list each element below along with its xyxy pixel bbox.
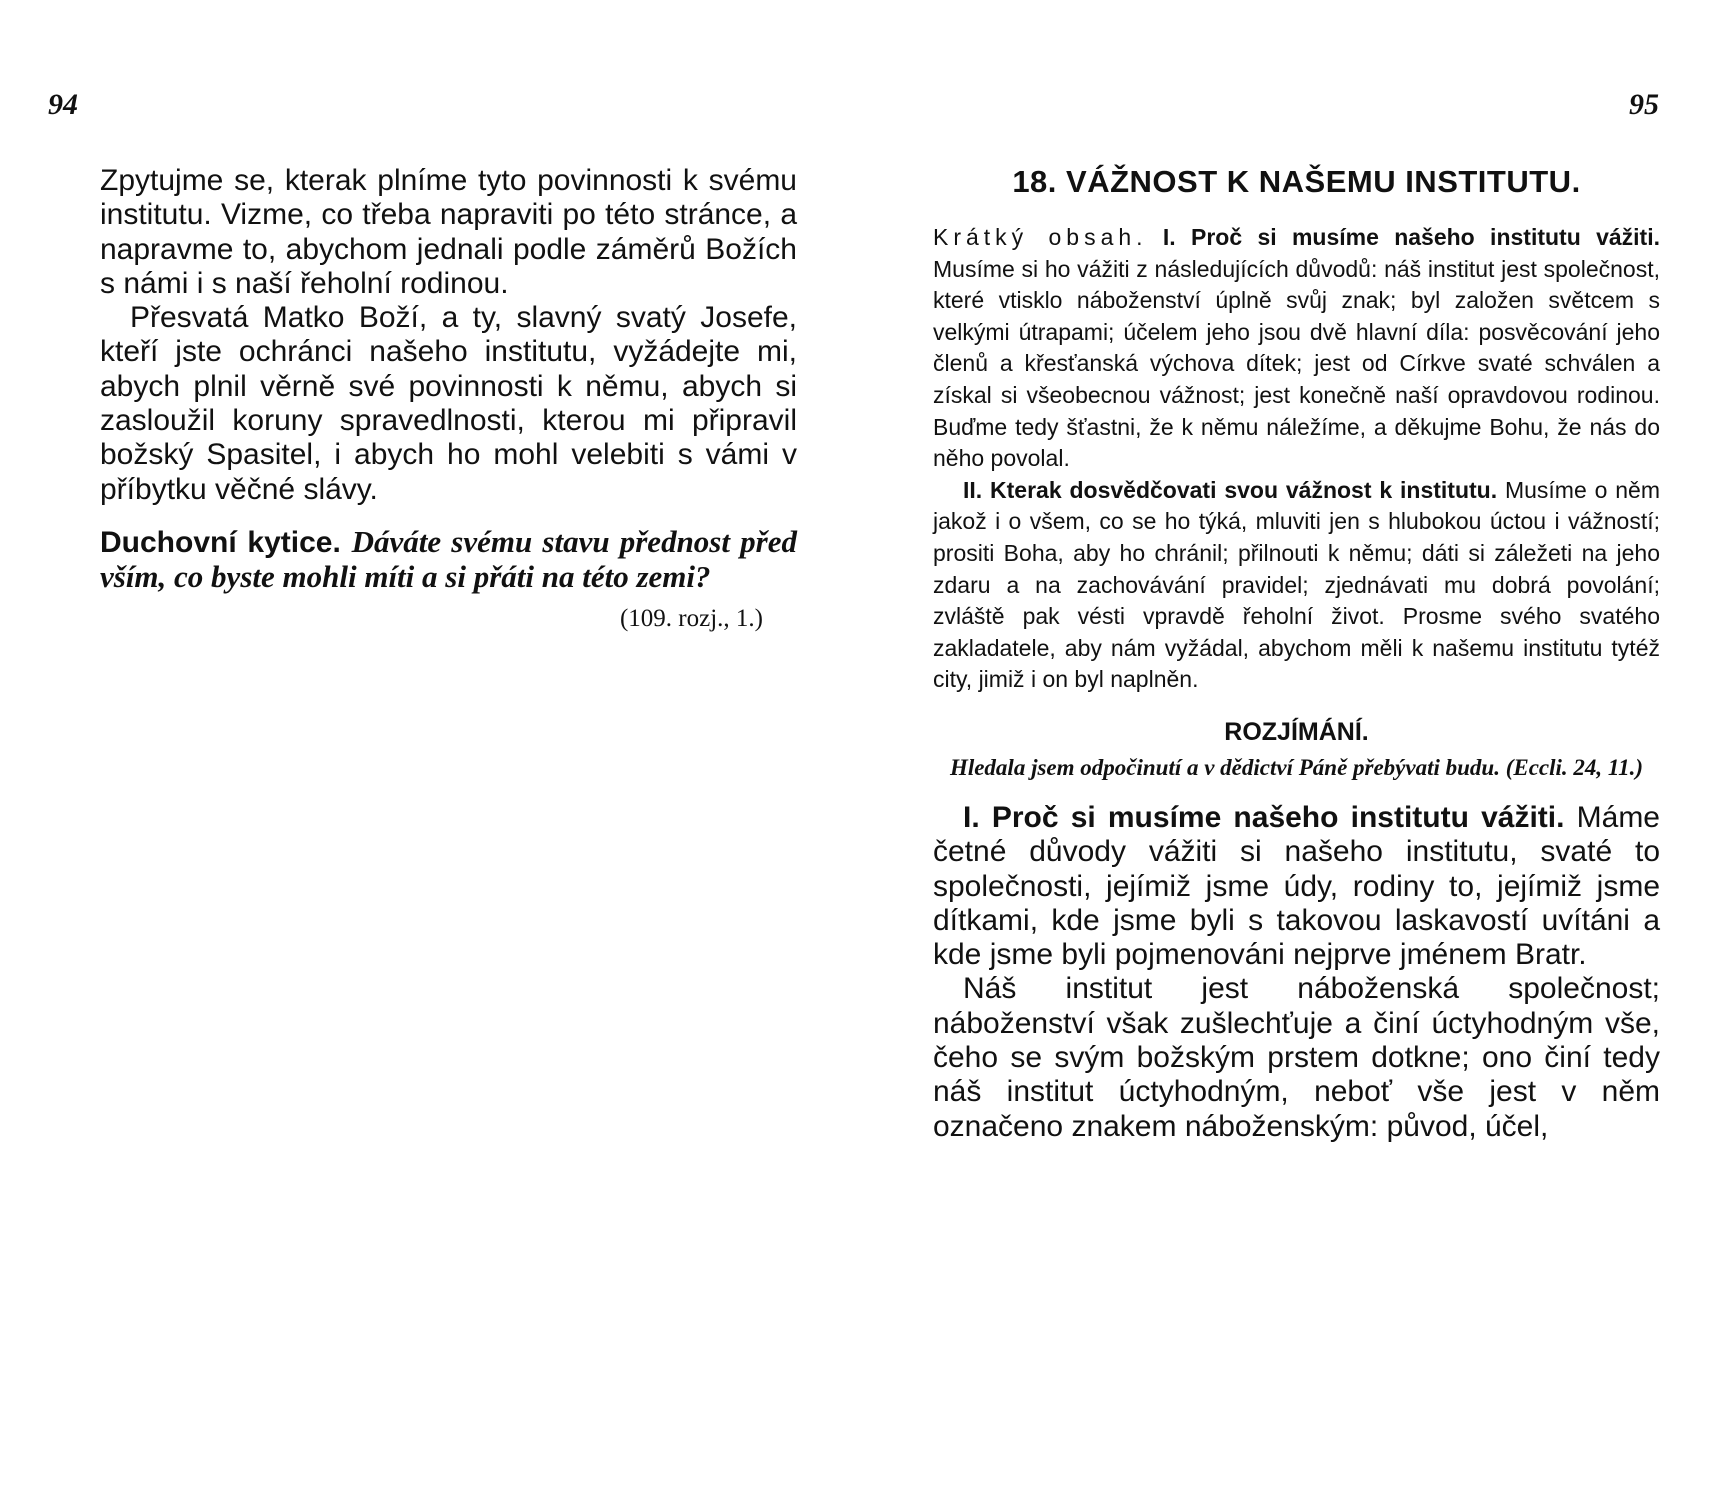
summary-point-1-title: I. Proč si musíme našeho institutu vážiti. bbox=[1162, 224, 1660, 250]
citation: (109. rozj., 1.) bbox=[619, 604, 763, 632]
closing-examination-paragraph: Zpytujme se, kterak plníme tyto povinnosti k svému institutu. Vizme, co třeba napraviti po této stránce, a napravme to, abychom jednali podle záměrů Božích s námi i s naší řeholní rodinou. bbox=[100, 164, 797, 300]
spiritual-bouquet bbox=[100, 525, 797, 595]
scripture-motto: Hledala jsem odpočinutí a v dědictví Páně přebývati budu. (Eccli. 24, 11.) bbox=[949, 754, 1644, 780]
summary-point-2 bbox=[933, 475, 1660, 696]
meditation-paragraph-1 bbox=[933, 801, 1660, 972]
left-column bbox=[100, 164, 797, 633]
page-number-right: 95 bbox=[1629, 88, 1659, 121]
meditation-text-1: Máme četné důvody vážiti si našeho institutu, svaté to společnosti, jejímiž jsme údy, rodiny to, jejímiž jsme dítkami, kde jsme byli s takovou laskavostí uvítáni a kde jsme byli pojmenováni nejprve jménem Bratr. bbox=[933, 800, 1660, 972]
meditation-paragraph-2: Náš institut jest náboženská společnost; náboženství však zušlechťuje a činí úctyhodným vše, čeho se svým božským prstem dotkne; ono činí tedy náš institut úctyhodným, neboť vše jest v něm označeno znakem náboženským: původ, účel, bbox=[933, 972, 1660, 1143]
summary-point-1-text: Musíme si ho vážiti z následujících důvodů: náš institut jest společnost, které vtisklo náboženství úplně svůj znak; byl založen světcem s velkými útrapami; účelem jeho jsou dvě hlavní díla: posvěcování jeho členů a křesťanská výchova dítek; jest od Církve svaté schválen a získal si všeobecnou vážnost; jest konečně naší opravdovou rodinou. Buďme tedy šťastni, že k němu náležíme, a děkujme Bohu, že nás do něho povolal. bbox=[933, 255, 1660, 472]
summary-point-2-text: Musíme o něm jakož i o všem, co se ho týká, mluviti jen s hlubokou úctou i vážností; prositi Boha, aby ho chránil; přilnouti k němu; dáti si záležeti na jeho zdaru a na zachovávání pravidel; zjednávati mu dobrá povolání; zvláště pak vésti vpravdě řeholní život. Prosme svého svatého zakladatele, aby nám vyžádal, abychom měli k našemu institutu tytéž city, jimiž i on byl naplněn. bbox=[933, 476, 1661, 693]
page-number-left: 94 bbox=[48, 88, 78, 121]
right-column bbox=[933, 164, 1660, 1144]
right-page bbox=[858, 0, 1716, 1500]
summary-label: Krátký obsah. bbox=[933, 224, 1148, 250]
summary-point-2-title: II. Kterak dosvědčovati svou vážnost k institutu. bbox=[963, 476, 1498, 503]
spiritual-bouquet-label: Duchovní kytice. bbox=[100, 525, 341, 559]
chapter-title: 18. VÁŽNOST K NAŠEMU INSTITUTU. bbox=[1012, 164, 1581, 199]
summary-point-1 bbox=[933, 222, 1660, 475]
meditation-heading: I. Proč si musíme našeho institutu vážiti. bbox=[963, 800, 1565, 834]
spiritual-bouquet-text: Dáváte svému stavu přednost před vším, co byste mohli míti a si přáti na této zemi? bbox=[100, 523, 797, 594]
section-heading: ROZJÍMÁNÍ. bbox=[1224, 717, 1369, 746]
closing-prayer-paragraph: Přesvatá Matko Boží, a ty, slavný svatý Josefe, kteří jste ochránci našeho institutu, vyžádejte mi, abych plnil věrně své povinnosti k němu, abych si zasloužil koruny spravedlnosti, kterou mi připravil božský Spasitel, i abych ho mohl velebiti s vámi v příbytku věčné slávy. bbox=[100, 301, 797, 506]
